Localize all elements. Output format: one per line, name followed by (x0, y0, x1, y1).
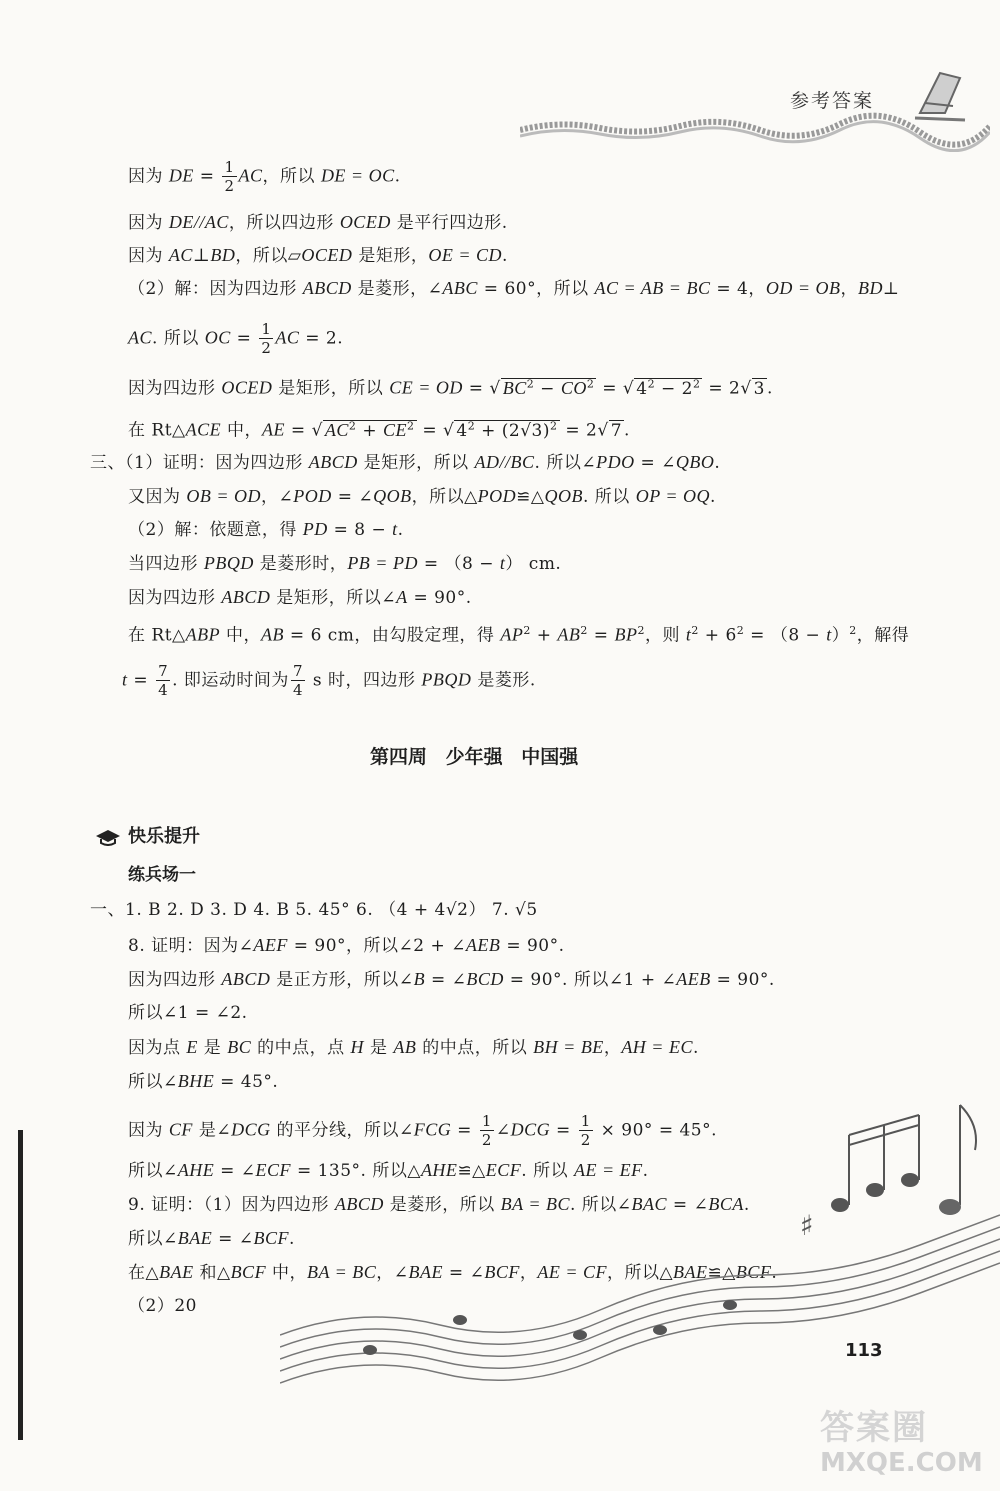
text: 4 (456, 420, 468, 441)
text: . 所以 (152, 328, 205, 349)
math: OCED (221, 377, 273, 398)
math: ABCD (334, 1194, 384, 1214)
math: E (186, 1037, 198, 1057)
answer-line: 一、1. B 2. D 3. D 4. B 5. 45° 6. （4 + 4√2） 7. √5 (90, 900, 538, 920)
text: 4 (636, 378, 648, 399)
math: AC⊥BD (168, 245, 236, 265)
text: = 90°. (710, 970, 775, 990)
math: OB = OD (186, 486, 262, 506)
text-line (90, 450, 720, 475)
text: 是菱形，所以 (383, 1195, 501, 1215)
text: 是矩形，所以 (272, 378, 390, 399)
math: OCED (301, 245, 353, 265)
watermark-logo: 答案圈 (820, 1408, 928, 1448)
section-heading-text: 快乐提升 (128, 826, 200, 847)
text: 因为四边形 (128, 588, 222, 608)
math: t (122, 669, 128, 690)
math: BCF (735, 1262, 772, 1282)
text: + (356, 420, 383, 441)
exponent: 2 (647, 377, 656, 390)
answer-line (128, 1069, 278, 1094)
answer-line (128, 967, 775, 992)
math: AE = CF (537, 1262, 607, 1282)
exponent: 2 (692, 377, 701, 390)
text: = √ (596, 378, 635, 399)
text: 因为 (128, 213, 169, 233)
text: . (642, 1161, 649, 1181)
text-line (128, 414, 630, 443)
text: 因为点 (128, 1038, 187, 1058)
math: A (396, 587, 408, 607)
text: 是矩形， (352, 246, 429, 266)
text: 的平分线，所以∠ (270, 1120, 414, 1141)
text: ） cm. (505, 554, 562, 574)
text: 是菱形，∠ (351, 279, 443, 299)
text: 所以∠ (128, 1072, 178, 1092)
numerator: 1 (261, 320, 272, 338)
text: 8. 证明：因为∠ (128, 936, 254, 956)
text: = 2√ (702, 378, 752, 399)
math: BH = BE (533, 1037, 604, 1057)
numerator: 1 (580, 1112, 591, 1130)
math: t (392, 519, 398, 539)
text: = （8 − (417, 554, 500, 574)
math: B (413, 969, 426, 989)
text-line (128, 276, 899, 301)
text: = ∠ (425, 970, 467, 990)
text: − (534, 378, 561, 399)
text: . 所以∠ (569, 1195, 632, 1215)
math: CE (382, 419, 407, 440)
math: t (826, 624, 832, 645)
math: ECF (255, 1160, 292, 1180)
text: 在 Rt△ (128, 625, 186, 646)
text-line (128, 619, 909, 648)
text: = √ (462, 378, 501, 399)
text: = （8 − (744, 625, 827, 646)
text: 7 (610, 420, 623, 441)
text: 中， (220, 625, 262, 646)
math: AP (500, 624, 524, 645)
text: = ∠ (634, 453, 676, 473)
answer-line: 所以∠1 = ∠2. (128, 1003, 248, 1023)
exponent: 2 (348, 419, 357, 432)
section-title: 第四周 少年强 中国强 (370, 746, 579, 768)
text: 是菱形. (471, 670, 536, 691)
text: + (530, 625, 558, 646)
math: ABCD (308, 452, 358, 472)
section-heading (94, 822, 200, 848)
text: ，∠ (261, 487, 294, 507)
text: ，所以△ (606, 1263, 674, 1283)
text: ，∠ (376, 1263, 409, 1283)
denominator: 2 (261, 339, 272, 357)
math: BD (857, 278, 883, 298)
text-line (122, 664, 536, 698)
math: AE (262, 419, 286, 440)
math: BAE (159, 1262, 194, 1282)
math: QOB (373, 486, 412, 506)
math: CO (560, 377, 587, 398)
exponent: 2 (637, 624, 645, 637)
math: BA = BC (500, 1194, 570, 1214)
text: 9. 证明：（1）因为四边形 (128, 1195, 335, 1215)
text: = 90°. (500, 936, 565, 956)
math: AH = EC (621, 1037, 693, 1057)
watermark-url: MXQE.COM (820, 1448, 983, 1478)
text: 是∠ (192, 1120, 232, 1141)
text: + (2√3) (475, 420, 550, 441)
text: ， (840, 279, 858, 299)
text: 是正方形，所以∠ (270, 970, 414, 990)
math: CF (168, 1119, 193, 1140)
sqrt-group (323, 420, 417, 441)
text: . 所以 (521, 1161, 574, 1181)
math: AHE (177, 1160, 215, 1180)
math: BC (502, 377, 527, 398)
numerator: 1 (481, 1112, 492, 1130)
text: = 90°. (407, 588, 472, 608)
text: 是 (197, 1038, 228, 1058)
fraction (156, 664, 170, 698)
text: 当四边形 (128, 554, 204, 574)
sqrt-group (634, 378, 702, 399)
math: BHE (177, 1071, 215, 1091)
exponent: 2 (691, 624, 699, 637)
answer-line: （2）20 (128, 1296, 197, 1316)
math: BAE (673, 1262, 708, 1282)
text: = (550, 1120, 577, 1141)
text: 所以∠ (128, 1161, 178, 1181)
math: PBQD (203, 553, 254, 573)
sqrt-group (454, 420, 559, 441)
math: OD = OB (765, 278, 841, 298)
text: ） (831, 625, 850, 646)
text: . (397, 520, 404, 540)
math: BP (614, 624, 638, 645)
text-line (128, 585, 472, 610)
math: AEF (253, 935, 288, 955)
svg-text:♯: ♯ (800, 1209, 814, 1242)
denominator: 4 (158, 681, 169, 699)
text: （2）解：依题意，得 (128, 520, 303, 540)
text: = 135°. 所以△ (291, 1161, 421, 1181)
text: . (710, 487, 716, 507)
text: 因为 (128, 1120, 169, 1141)
math: ABCD (302, 278, 352, 298)
text: − 2 (655, 378, 693, 399)
text: ，所以▱ (235, 246, 302, 266)
text: = (587, 625, 615, 646)
text: = ∠ (667, 1195, 709, 1215)
math: BCA (708, 1194, 744, 1214)
exponent: 2 (550, 419, 558, 432)
math: BCF (230, 1262, 267, 1282)
math: BAC (631, 1194, 668, 1214)
math: AHE (420, 1160, 458, 1180)
math: ABC (442, 278, 478, 298)
text: ，则 (644, 625, 686, 646)
text-line (128, 243, 508, 268)
text: 是菱形时， (253, 554, 348, 574)
text: 的中点，点 (251, 1038, 351, 1058)
math: PDO (596, 452, 635, 472)
math: ABCD (221, 969, 271, 989)
exponent: 2 (523, 624, 531, 637)
text: ≌△ (457, 1161, 486, 1181)
answer-line (128, 1035, 699, 1060)
text-line (128, 372, 773, 401)
text: 因为 (128, 246, 169, 266)
math: DCG (231, 1119, 271, 1140)
text: . (501, 246, 508, 266)
answer-line (128, 1226, 295, 1251)
math: BCD (466, 969, 504, 989)
text-line (128, 322, 343, 356)
text: ， (519, 1263, 538, 1283)
text: . 所以∠ (534, 453, 597, 473)
exponent: 2 (467, 419, 476, 432)
text: 是平行四边形. (390, 213, 508, 233)
text: = ∠ (331, 487, 374, 507)
text: （2）解：因为四边形 (128, 279, 303, 299)
math: CE = OD (389, 377, 463, 398)
text: = √ (285, 420, 323, 441)
text: ，所以△ (411, 487, 478, 507)
math: QOB (544, 486, 583, 506)
text: 所以∠ (128, 1229, 178, 1249)
text: × 90° = 45°. (594, 1120, 718, 1141)
text: = (193, 166, 221, 187)
text: + 6 (698, 625, 737, 646)
text: = 6 cm，由勾股定理，得 (284, 625, 501, 646)
math: AC (128, 327, 153, 348)
text: ，解得 (856, 625, 910, 646)
text: 在 Rt△ (128, 420, 186, 441)
text: . (692, 1038, 699, 1058)
text: ⊥ (882, 279, 900, 299)
text-line (128, 517, 404, 542)
exponent: 2 (407, 419, 415, 432)
text: . (743, 1195, 750, 1215)
text: = 60°，所以 (477, 279, 595, 299)
math: PBQD (421, 669, 472, 690)
math: ABP (185, 624, 221, 645)
numerator: 7 (292, 662, 303, 680)
math: BAE (408, 1262, 444, 1282)
math: t (499, 553, 506, 573)
math: AB (393, 1037, 417, 1057)
answer-line (128, 933, 565, 958)
fraction (222, 160, 236, 194)
text: = 2√ (559, 420, 609, 441)
math: BCF (484, 1262, 520, 1282)
math: BAE (177, 1228, 213, 1248)
text: 三、（1）证明：因为四边形 (90, 453, 309, 473)
exponent: 2 (586, 377, 595, 390)
math: DE = OC (320, 165, 395, 186)
math: ACE (185, 419, 222, 440)
text: 因为 (128, 166, 169, 187)
text: = (230, 328, 258, 349)
text: ，所以四边形 (228, 213, 340, 233)
text: 因为四边形 (128, 970, 222, 990)
exponent: 2 (736, 624, 745, 637)
exponent: 2 (526, 377, 535, 390)
text: . (394, 166, 401, 187)
math: OE = CD (428, 245, 502, 265)
text: = ∠ (214, 1161, 256, 1181)
text-line (128, 551, 561, 576)
math: BA = BC (306, 1262, 377, 1282)
text: 因为四边形 (128, 378, 222, 399)
math: ABCD (221, 587, 271, 607)
numerator: 1 (224, 158, 235, 176)
graduation-cap-icon (94, 828, 122, 846)
math: OP = OQ (635, 486, 711, 506)
text: = 90°. 所以∠1 + ∠ (503, 970, 677, 990)
math: t (685, 624, 692, 645)
math: AC (238, 165, 263, 186)
math: AEB (676, 969, 711, 989)
text: s 时，四边形 (306, 670, 422, 691)
text: ，所以 (262, 166, 321, 187)
denominator: 4 (292, 681, 303, 699)
fraction (291, 664, 305, 698)
text: = 8 − (327, 520, 393, 540)
math: AC (275, 327, 300, 348)
text: 是矩形，所以∠ (270, 588, 397, 608)
math: AB (557, 624, 581, 645)
math: DCG (510, 1119, 551, 1140)
math: AB (261, 624, 285, 645)
math: OCED (339, 212, 391, 232)
math: AE = EF (573, 1160, 643, 1180)
text: = √ (416, 420, 455, 441)
text-line (128, 484, 716, 509)
text: = ∠ (443, 1263, 485, 1283)
text-line (128, 210, 508, 235)
math: PB = PD (347, 553, 418, 573)
sqrt-group (501, 378, 597, 399)
text: = (127, 670, 155, 691)
math: PD (302, 519, 328, 539)
text: . (766, 378, 773, 399)
text: 中， (221, 420, 263, 441)
text: . (714, 453, 721, 473)
math: DE (168, 165, 194, 186)
text: 的中点，所以 (416, 1038, 534, 1058)
math: AEB (465, 935, 501, 955)
text: 3 (753, 378, 765, 399)
text: 又因为 (128, 487, 187, 507)
math: OC (204, 327, 231, 348)
text: . (771, 1263, 778, 1283)
subsection-heading: 练兵场一 (128, 865, 196, 885)
text: 和△ (193, 1263, 231, 1283)
math: ECF (485, 1160, 522, 1180)
exponent: 2 (849, 624, 857, 637)
math: POD (293, 486, 332, 506)
header-title: 参考答案 (790, 90, 875, 112)
math: DE//AC (168, 212, 229, 232)
text: 是 (364, 1038, 394, 1058)
text: ≌△ (516, 487, 545, 507)
text: = 4， (710, 279, 766, 299)
text: = ∠ (212, 1229, 254, 1249)
text: 中， (266, 1263, 307, 1283)
page-number: 113 (845, 1340, 883, 1361)
denominator: 2 (224, 177, 235, 195)
text: ∠ (495, 1120, 511, 1141)
text: = 45°. (214, 1072, 279, 1092)
text: ， (603, 1038, 622, 1058)
music-notes-decoration (280, 1095, 1000, 1425)
math: FCG (413, 1119, 452, 1140)
math: QBO (675, 452, 715, 472)
math: BCF (253, 1228, 290, 1248)
text: ≌△ (707, 1263, 736, 1283)
math: AC = AB = BC (594, 278, 711, 298)
header-wave-decoration (520, 112, 990, 152)
text: 是矩形，所以 (357, 453, 475, 473)
math: H (350, 1037, 365, 1057)
math: AC (324, 419, 349, 440)
text: = (451, 1120, 478, 1141)
math: AD//BC (474, 452, 535, 472)
text: . (624, 420, 630, 441)
text: . 所以 (583, 487, 636, 507)
math: POD (477, 486, 517, 506)
text: = 2. (299, 328, 344, 349)
page-edge-bar (18, 1130, 23, 1440)
text: . 即运动时间为 (172, 670, 289, 691)
text: 在△ (128, 1263, 160, 1283)
text-line (128, 160, 401, 194)
denominator: 2 (580, 1131, 591, 1149)
text: = 90°，所以∠2 + ∠ (287, 936, 466, 956)
numerator: 7 (158, 662, 169, 680)
math: BC (227, 1037, 252, 1057)
exponent: 2 (580, 624, 588, 637)
text: . (289, 1229, 295, 1249)
denominator: 2 (481, 1131, 492, 1149)
fraction (259, 322, 273, 356)
